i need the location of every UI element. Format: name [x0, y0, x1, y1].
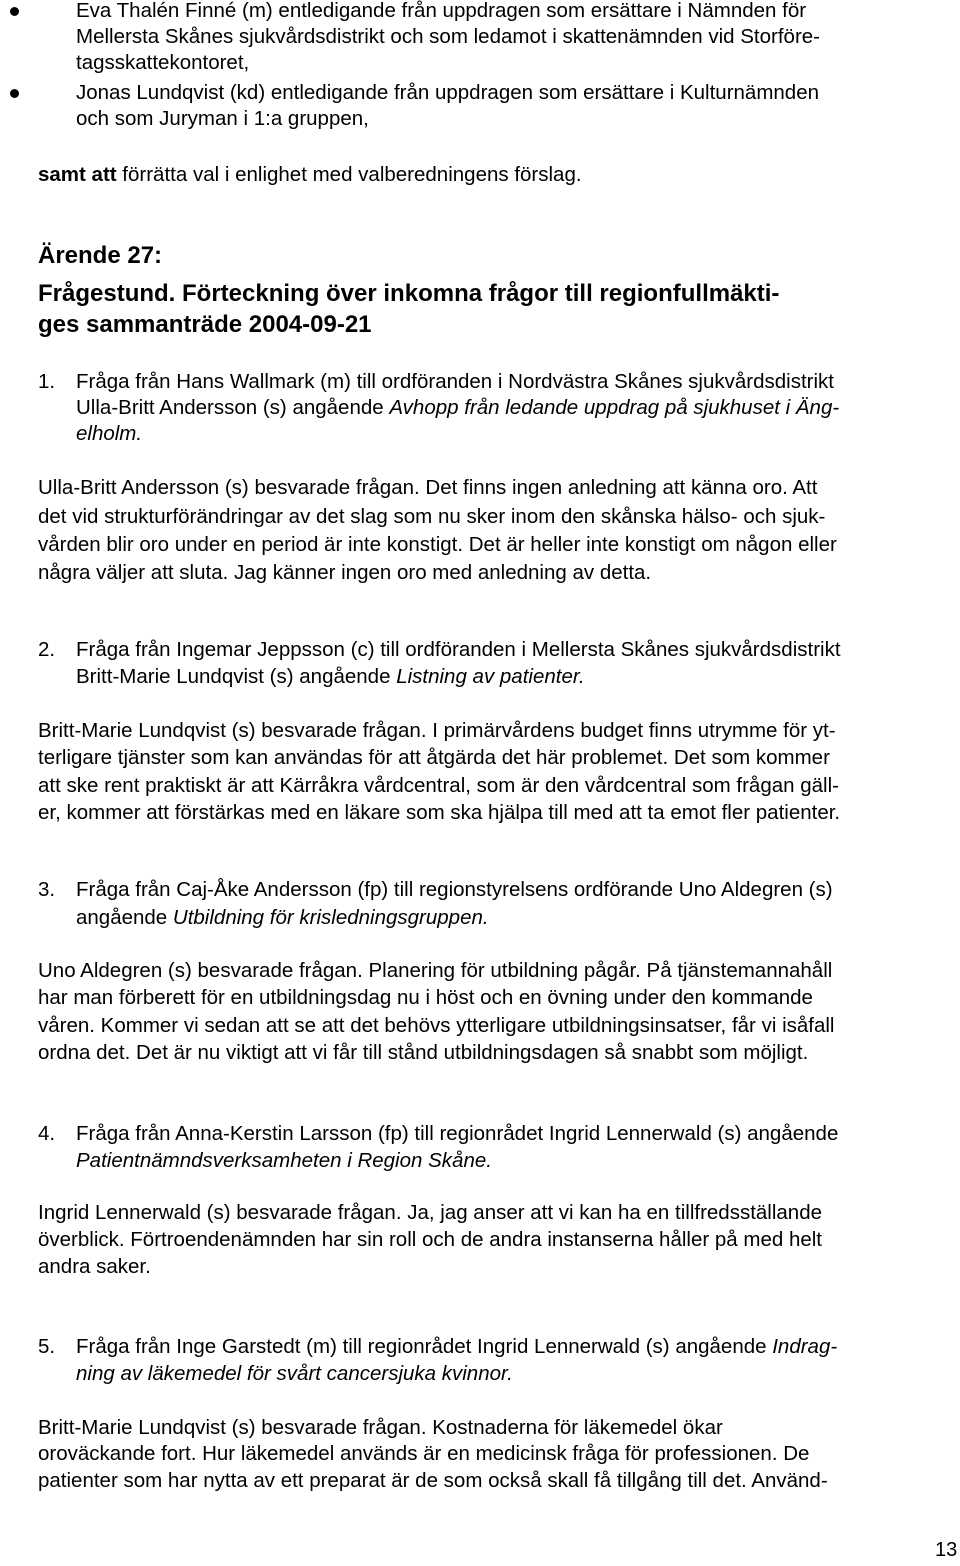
- decision-text: [38, 162, 582, 188]
- page-number: 13: [935, 1539, 958, 1561]
- answer-line: patienter som har nytta av ett preparat är de som också skall få tillgång till det. Använd-: [38, 1469, 828, 1492]
- agenda-item-heading: Frågestund. Förteckning över inkomna frågor till regionfullmäkti-: [38, 280, 780, 307]
- bullet-icon: [10, 7, 19, 16]
- answer-line: några väljer att sluta. Jag känner ingen oro med anledning av detta.: [38, 561, 652, 584]
- answer-line: terligare tjänster som kan användas för att åtgärda det här problemet. Det som kommer: [38, 746, 830, 769]
- agenda-item-heading: ges sammanträde 2004-09-21: [38, 311, 372, 338]
- question-text-plain: Fråga från Inge Garstedt (m) till regionrådet Ingrid Lennerwald (s) angående: [76, 1335, 773, 1358]
- answer-line: oroväckande fort. Hur läkemedel används är en medicinsk fråga för professionen. De: [38, 1442, 810, 1465]
- answer-line: Britt-Marie Lundqvist (s) besvarade frågan. Kostnaderna för läkemedel ökar: [38, 1416, 723, 1439]
- question-subject: Patientnämndsverksamheten i Region Skåne.: [76, 1149, 492, 1172]
- answer-line: Britt-Marie Lundqvist (s) besvarade frågan. I primärvårdens budget finns utrymme för yt-: [38, 719, 836, 742]
- answer-line: våren. Kommer vi sedan att se att det behövs ytterligare utbildningsinsatser, får vi isåfall: [38, 1014, 835, 1037]
- question-number: 5.: [38, 1335, 56, 1358]
- question-subject: Listning av patienter.: [396, 665, 585, 688]
- bullet-line: Jonas Lundqvist (kd) entledigande från uppdragen som ersättare i Kulturnämnden: [76, 81, 820, 104]
- answer-line: att ske rent praktiskt är att Kärråkra vårdcentral, som är den vårdcentral som frågan gäll-: [38, 774, 839, 797]
- answer-line: Uno Aldegren (s) besvarade frågan. Planering för utbildning pågår. På tjänstemannahåll: [38, 959, 833, 982]
- question-subject: Avhopp från ledande uppdrag på sjukhuset i Äng-: [389, 396, 840, 419]
- question-subject: Utbildning för krisledningsgruppen.: [172, 906, 489, 929]
- answer-line: andra saker.: [38, 1255, 151, 1278]
- question-number: 4.: [38, 1122, 56, 1145]
- question-text: [76, 905, 489, 931]
- question-text: Fråga från Caj-Åke Andersson (fp) till regionstyrelsens ordförande Uno Aldegren (s): [76, 878, 833, 901]
- question-text: Fråga från Ingemar Jeppsson (c) till ordföranden i Mellersta Skånes sjukvårdsdistrikt: [76, 638, 841, 661]
- question-text: [76, 1334, 837, 1360]
- question-text-plain: angående: [76, 906, 173, 929]
- question-text-plain: Ulla-Britt Andersson (s) angående: [76, 396, 390, 419]
- answer-line: Ulla-Britt Andersson (s) besvarade frågan. Det finns ingen anledning att känna oro. Att: [38, 476, 818, 499]
- question-text: Fråga från Anna-Kerstin Larsson (fp) till regionrådet Ingrid Lennerwald (s) angående: [76, 1122, 839, 1145]
- answer-line: er, kommer att förstärkas med en läkare som ska hjälpa till med att ta emot fler patienter.: [38, 801, 841, 824]
- question-text-plain: Britt-Marie Lundqvist (s) angående: [76, 665, 397, 688]
- question-number: 3.: [38, 878, 56, 901]
- question-number: 1.: [38, 370, 56, 393]
- answer-line: ordna det. Det är nu viktigt att vi får till stånd utbildningsdagen så snabbt som möjligt.: [38, 1041, 809, 1064]
- answer-line: har man förberett för en utbildningsdag nu i höst och en övning under den kommande: [38, 986, 813, 1009]
- agenda-item-title: Ärende 27:: [38, 242, 163, 269]
- question-text: [76, 664, 585, 690]
- answer-line: det vid strukturförändringar av det slag som nu sker inom den skånska hälso- och sjuk-: [38, 505, 826, 528]
- decision-rest: förrätta val i enlighet med valberedningens förslag.: [116, 163, 582, 186]
- bullet-icon: [10, 89, 19, 98]
- bullet-line: tagsskattekontoret,: [76, 51, 250, 74]
- answer-line: överblick. Förtroendenämnden har sin roll och de andra instanserna håller på med helt: [38, 1228, 823, 1251]
- bullet-line: och som Juryman i 1:a gruppen,: [76, 107, 369, 130]
- question-subject: elholm.: [76, 422, 143, 445]
- question-subject: ning av läkemedel för svårt cancersjuka kvinnor.: [76, 1362, 513, 1385]
- question-text: [76, 395, 839, 421]
- answer-line: vården blir oro under en period är inte konstigt. Det är heller inte konstigt om någon eller: [38, 533, 837, 556]
- question-subject: Indrag-: [772, 1335, 838, 1358]
- decision-bold: samt att: [38, 163, 117, 186]
- question-number: 2.: [38, 638, 56, 661]
- question-text: Fråga från Hans Wallmark (m) till ordföranden i Nordvästra Skånes sjukvårdsdistrikt: [76, 370, 834, 393]
- bullet-line: Mellersta Skånes sjukvårdsdistrikt och som ledamot i skattenämnden vid Storföre-: [76, 25, 821, 48]
- bullet-line: Eva Thalén Finné (m) entledigande från uppdragen som ersättare i Nämnden för: [76, 0, 807, 22]
- answer-line: Ingrid Lennerwald (s) besvarade frågan. Ja, jag anser att vi kan ha en tillfredsställande: [38, 1201, 823, 1224]
